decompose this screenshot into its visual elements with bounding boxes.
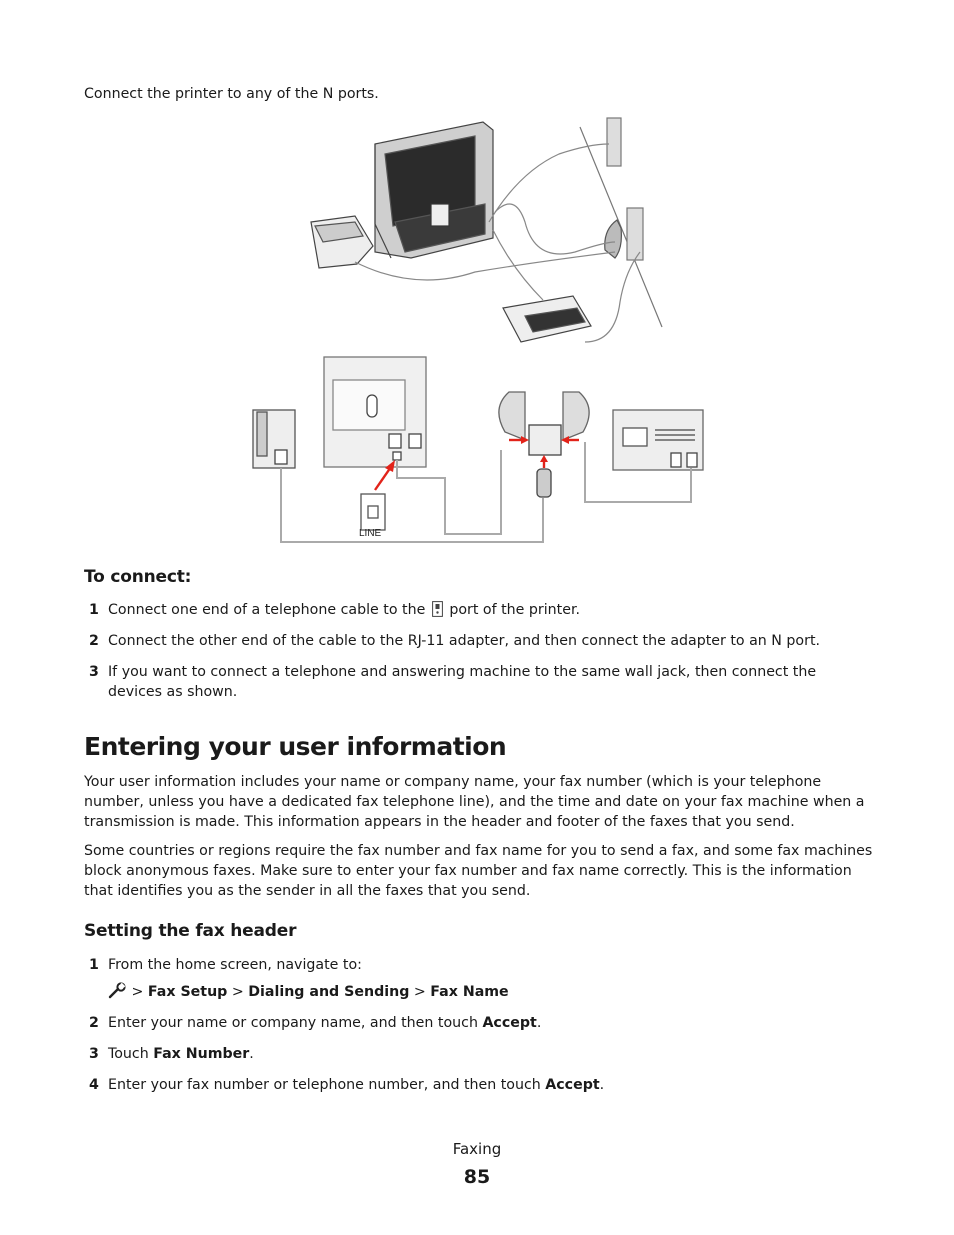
list-item: 2 Connect the other end of the cable to the RJ-11 adapter, and then connect the adapter to an N port. [89, 633, 821, 649]
section-heading: Entering your user information [84, 732, 507, 761]
connection-figure [245, 112, 705, 548]
answering-machine-icon [503, 296, 591, 342]
page-number: 85 [463, 1166, 491, 1188]
wrench-icon [108, 982, 127, 999]
fax-header-steps-a [84, 955, 874, 975]
schematic-diagram [253, 357, 703, 542]
to-connect-heading: To connect: [84, 567, 192, 587]
list-item: 3 If you want to connect a telephone and answering machine to the same wall jack, then connect the devices as shown. [89, 664, 817, 700]
intro-text: Connect the printer to any of the N ports. [84, 86, 379, 102]
line-port-icon [432, 601, 443, 617]
fax-header-heading: Setting the fax header [84, 921, 297, 941]
list-item: 3 Touch Fax Number. [89, 1046, 254, 1062]
list-item: 1 From the home screen, navigate to: [89, 957, 362, 973]
fax-header-steps-b [84, 1013, 874, 1095]
user-info-paragraph-1: Your user information includes your name or company name, your fax number (which is your telephone number, unless you have a dedicated fax telephone line), and the time and date on your fax machine when a transmission is made. This information appears in the header and footer of the faxes that you send. [84, 774, 865, 830]
wall-jack-icon [605, 118, 643, 260]
perspective-illustration [311, 118, 662, 342]
footer-section-name: Faxing [452, 1140, 502, 1158]
printer-icon [375, 122, 493, 258]
navigation-path: > Fax Setup > Dialing and Sending > Fax Name [108, 982, 509, 1002]
connect-steps [84, 600, 874, 702]
list-item: 2 Enter your name or company name, and then touch Accept. [89, 1015, 542, 1031]
line-port-icon [361, 494, 385, 530]
list-item: 1 Connect one end of a telephone cable to the port of the printer. [89, 602, 581, 618]
user-info-paragraph-2: Some countries or regions require the fax number and fax name for you to send a fax, and some fax machines block anonymous faxes. Make sure to enter your fax number and fax name correctly. This is the information that identifies you as the sender in all the faxes that you send. [84, 843, 873, 899]
telephone-icon [311, 216, 373, 268]
list-item: 4 Enter your fax number or telephone number, and then touch Accept. [89, 1077, 605, 1093]
line-label: LINE [359, 528, 382, 539]
